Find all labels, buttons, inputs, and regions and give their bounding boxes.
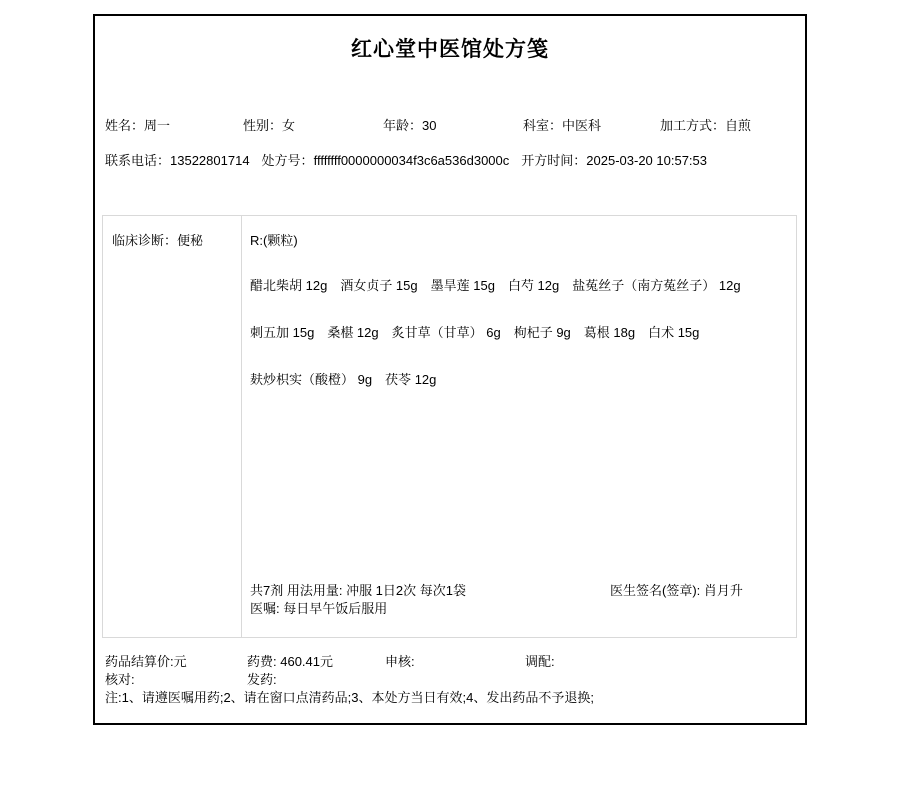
dispense-label: 发药: <box>247 672 277 687</box>
dispense-field <box>247 669 277 688</box>
usage-instructions: 共7剂 用法用量: 冲服 1日2次 每次1袋 <box>250 583 466 598</box>
check-field <box>105 669 135 688</box>
diagnosis-label: 临床诊断： <box>112 233 178 248</box>
herb-line <box>250 277 754 294</box>
herb-line <box>250 324 754 341</box>
doctor-signature-value: 肖月升 <box>703 583 743 598</box>
herb-item: 白术 15g <box>648 325 700 340</box>
medical-advice-value: 每日早午饭后服用 <box>283 601 388 616</box>
issued-time-field <box>521 150 707 169</box>
patient-name-label: 姓名： <box>105 118 145 133</box>
notes-line: 注:1、请遵医嘱用药;2、请在窗口点清药品;3、本处方当日有效;4、发出药品不予退换; <box>105 690 594 705</box>
diagnosis-value: 便秘 <box>177 233 204 248</box>
prescription-no-label: 处方号： <box>261 153 314 168</box>
doctor-signature-label: 医生签名(签章): <box>610 583 704 598</box>
herb-item: 麸炒枳实（酸橙） 9g <box>250 372 373 387</box>
medical-advice-field <box>250 598 387 617</box>
herb-item: 枸杞子 9g <box>513 325 571 340</box>
review-label: 申核: <box>385 654 415 669</box>
herb-item: 炙甘草（甘草） 6g <box>391 325 501 340</box>
check-label: 核对: <box>105 672 135 687</box>
prescription-no-value: ffffffff0000000034f3c6a536d3000c <box>313 153 510 168</box>
column-divider <box>241 216 242 637</box>
processing-method-value: 自煎 <box>725 118 752 133</box>
herb-item: 桑椹 12g <box>327 325 379 340</box>
doctor-signature-field <box>610 580 743 599</box>
herb-list <box>250 277 754 418</box>
patient-age-label: 年龄： <box>383 118 423 133</box>
department-label: 科室： <box>523 118 563 133</box>
issued-time-label: 开方时间： <box>521 153 587 168</box>
phone-label: 联系电话： <box>105 153 171 168</box>
herb-item: 墨旱莲 15g <box>430 278 495 293</box>
processing-method-label: 加工方式： <box>660 118 726 133</box>
patient-gender-field <box>243 115 295 134</box>
settle-price-label: 药品结算价: <box>105 654 174 669</box>
patient-name-value: 周一 <box>144 118 171 133</box>
prescription-sheet <box>93 14 807 725</box>
issued-time-value: 2025-03-20 10:57:53 <box>586 153 707 168</box>
patient-info-row-2 <box>105 150 801 169</box>
settle-price-field <box>105 651 187 670</box>
processing-method-field <box>660 115 751 134</box>
fee-field <box>247 651 333 670</box>
herb-item: 盐菟丝子（南方菟丝子） 12g <box>572 278 741 293</box>
department-field <box>523 115 601 134</box>
prescription-box <box>102 215 797 638</box>
compound-field <box>525 651 555 670</box>
patient-age-value: 30 <box>422 118 437 133</box>
page-title: 红心堂中医馆处方笺 <box>351 38 549 61</box>
department-value: 中医科 <box>562 118 602 133</box>
fee-value: 460.41元 <box>280 654 333 669</box>
herb-item: 醋北柴胡 12g <box>250 278 328 293</box>
prescription-no-field <box>262 150 510 169</box>
compound-label: 调配: <box>525 654 555 669</box>
review-field <box>385 651 415 670</box>
medical-advice-label: 医嘱: <box>250 601 284 616</box>
patient-gender-label: 性别： <box>243 118 283 133</box>
herb-line <box>250 371 754 388</box>
settle-price-value: 元 <box>173 654 187 669</box>
phone-field <box>105 150 250 169</box>
phone-value: 13522801714 <box>170 153 250 168</box>
patient-age-field <box>383 115 436 134</box>
rx-form-header: R:(颗粒) <box>250 233 298 248</box>
herb-item: 葛根 18g <box>583 325 636 340</box>
fee-label: 药费: <box>247 654 281 669</box>
herb-item: 刺五加 15g <box>250 325 315 340</box>
herb-item: 白芍 12g <box>507 278 560 293</box>
patient-name-field <box>105 115 170 134</box>
herb-item: 茯苓 12g <box>385 372 437 387</box>
herb-item: 酒女贞子 15g <box>340 278 418 293</box>
patient-gender-value: 女 <box>282 118 296 133</box>
diagnosis-field <box>112 230 203 249</box>
